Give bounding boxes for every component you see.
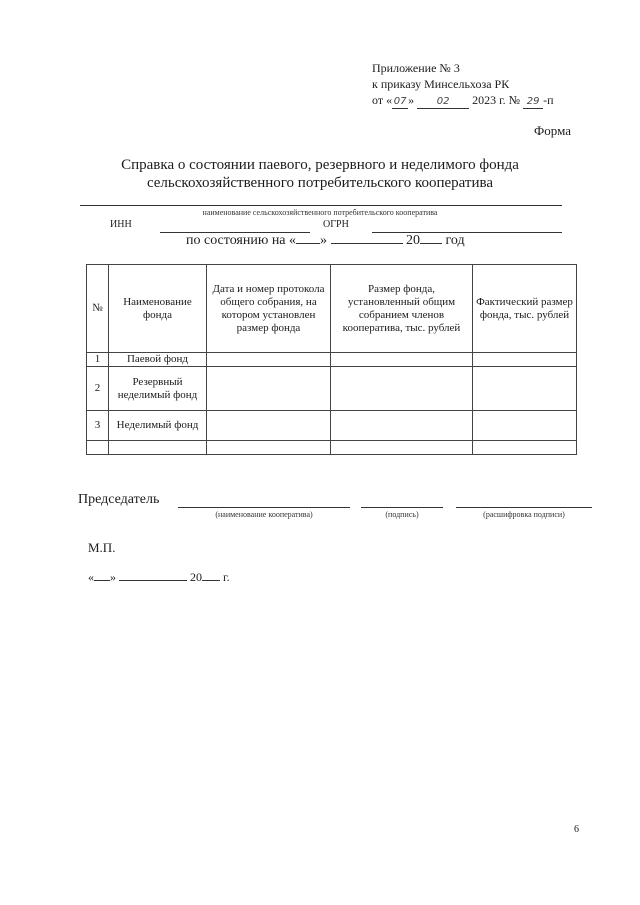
row-set-size-cell: [331, 367, 473, 411]
ogrn-label: ОГРН: [323, 219, 349, 230]
decoding-caption: (расшифровка подписи): [483, 510, 565, 519]
row-set-size-cell: [331, 353, 473, 367]
handwritten-day: 07: [393, 96, 407, 107]
signing-day-blank: [94, 580, 110, 581]
row-fund-name: Неделимый фонд: [109, 411, 207, 441]
signing-year-blank: [202, 580, 220, 581]
as-of-day-blank: [296, 243, 320, 244]
as-of-month-blank: [331, 243, 403, 244]
form-label: Форма: [534, 123, 571, 138]
document-title: Справка о состоянии паевого, резервного и неделимого фонда сельскохозяйственного потребительского кооператива: [121, 157, 519, 191]
header-set-size: Размер фонда, установленный общим собранием членов кооператива, тыс. рублей: [331, 265, 473, 353]
appendix-header: [372, 60, 554, 109]
row-protocol-cell: [207, 441, 331, 455]
row-actual-size-cell: [473, 411, 577, 441]
row-set-size-cell: [331, 441, 473, 455]
handwritten-month: 02: [417, 96, 469, 109]
table-header-row: [87, 265, 577, 353]
row-fund-name: Паевой фонд: [109, 353, 207, 367]
row-number: 1: [87, 353, 109, 367]
signing-date-line: « » 20 г.: [88, 570, 230, 584]
as-of-date-line: по состоянию на « » 20 год: [186, 233, 465, 248]
signing-month-blank: [119, 580, 187, 581]
chairman-label: Председатель: [78, 492, 160, 507]
row-protocol-cell: [207, 411, 331, 441]
signature-caption: (подпись): [385, 510, 419, 519]
row-number: 2: [87, 367, 109, 411]
table-row: [87, 367, 577, 411]
row-protocol-cell: [207, 367, 331, 411]
table-row: [87, 411, 577, 441]
row-actual-size-cell: [473, 353, 577, 367]
cooperative-sign-line: [178, 507, 350, 508]
row-fund-name: [109, 441, 207, 455]
handwritten-order-number: 29: [523, 96, 543, 109]
table-row: [87, 441, 577, 455]
row-fund-name: Резервный неделимый фонд: [109, 367, 207, 411]
header-number: №: [87, 265, 109, 353]
table-row: [87, 353, 577, 367]
decoding-line: [456, 507, 592, 508]
row-number: 3: [87, 411, 109, 441]
header-actual-size: Фактический размер фонда, тыс. рублей: [473, 265, 577, 353]
fund-table: [86, 264, 577, 455]
appendix-number: Приложение № 3: [372, 61, 460, 75]
header-protocol: Дата и номер протокола общего собрания, на котором установлен размер фонда: [207, 265, 331, 353]
cooperative-name-line: [80, 205, 562, 206]
stamp-place-label: М.П.: [88, 540, 116, 555]
row-actual-size-cell: [473, 441, 577, 455]
row-number: [87, 441, 109, 455]
appendix-order-ref: к приказу Минсельхоза РК: [372, 77, 510, 91]
as-of-year-blank: [420, 243, 442, 244]
inn-label: ИНН: [110, 219, 132, 230]
header-fund-name: Наименование фонда: [109, 265, 207, 353]
row-protocol-cell: [207, 353, 331, 367]
cooperative-caption: (наименование кооператива): [215, 510, 313, 519]
page-number: 6: [574, 824, 579, 835]
cooperative-name-caption: наименование сельскохозяйственного потребительского кооператива: [202, 208, 438, 217]
signature-line: [361, 507, 443, 508]
appendix-order-date: от « 07 » 02 2023 г. № 29 -п: [372, 93, 554, 107]
row-actual-size-cell: [473, 367, 577, 411]
row-set-size-cell: [331, 411, 473, 441]
